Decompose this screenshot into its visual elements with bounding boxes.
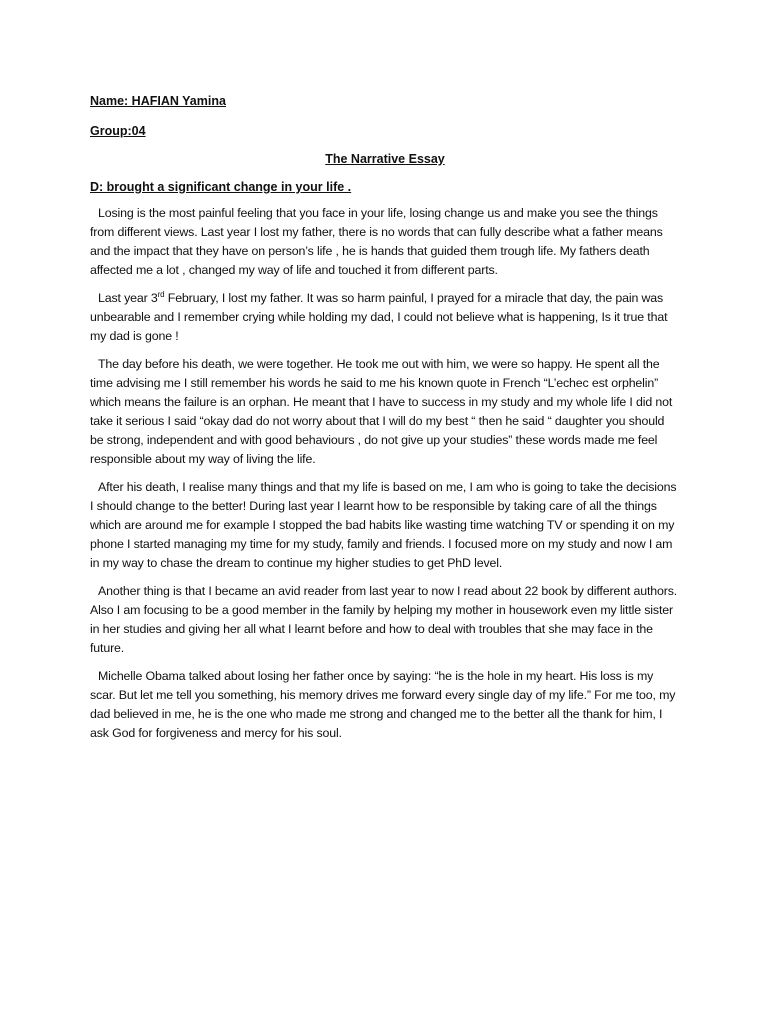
- student-group: Group:04: [90, 124, 146, 138]
- essay-title: The Narrative Essay: [325, 152, 445, 166]
- ordinal-suffix: rd: [157, 289, 165, 299]
- paragraph-1: Losing is the most painful feeling that you face in your life, losing change us and make you see the things from different views. Last year I lost my father, there is no words that can fully describe what a father means and the impact that they have on person’s life , he is hands that guided them trough life. My fathers death affected me a lot , changed my way of life and touched it from different parts.: [90, 206, 663, 277]
- paragraph-2: [90, 289, 680, 346]
- paragraph-2-start: Last year 3: [98, 291, 158, 305]
- paragraph-4: After his death, I realise many things and that my life is based on me, I am who is going to take the decisions I should change to the better! During last year I learnt how to be responsible by taking care of all the things which are around me for example I stopped the bad habits like wasting time watching TV or spending it on my phone I started managing my time for my study, family and friends. I focused more on my study and now I am in my way to chase the dream to continue my higher studies to get PhD level.: [90, 480, 677, 570]
- document-page: [90, 92, 680, 752]
- paragraph-2-rest: February, I lost my father. It was so harm painful, I prayed for a miracle that day, the pain was unbearable and I remember crying while holding my dad, I could not believe what is happening, Is it true that my dad is gone !: [90, 291, 668, 343]
- paragraph-3: The day before his death, we were together. He took me out with him, we were so happy. He spent all the time advising me I still remember his words he said to me his known quote in French “L’echec est orphelin” which means the failure is an orphan. He meant that I have to success in my study and my whole life I did not take it serious I said “okay dad do not worry about that I will do my best “ then he said “ daughter you should be strong, independent and with good behaviours , do not give up your studies” these words made me feel responsible about my way of living the life.: [90, 357, 673, 466]
- paragraph-6: Michelle Obama talked about losing her father once by saying: “he is the hole in my heart. His loss is my scar. But let me tell you something, his memory drives me forward every single day of my life.” For me too, my dad believed in me, he is the one who made me strong and changed me to the better all the thank for him, I ask God for forgiveness and mercy for his soul.: [90, 669, 676, 740]
- paragraph-5: Another thing is that I became an avid reader from last year to now I read about 22 book by different authors. Also I am focusing to be a good member in the family by helping my mother in housework even my little sister in her studies and giving her all what I learnt before and how to deal with troubles that she may face in the future.: [90, 584, 678, 655]
- essay-prompt: D: brought a significant change in your life .: [90, 180, 352, 194]
- student-name: Name: HAFIAN Yamina: [90, 94, 226, 108]
